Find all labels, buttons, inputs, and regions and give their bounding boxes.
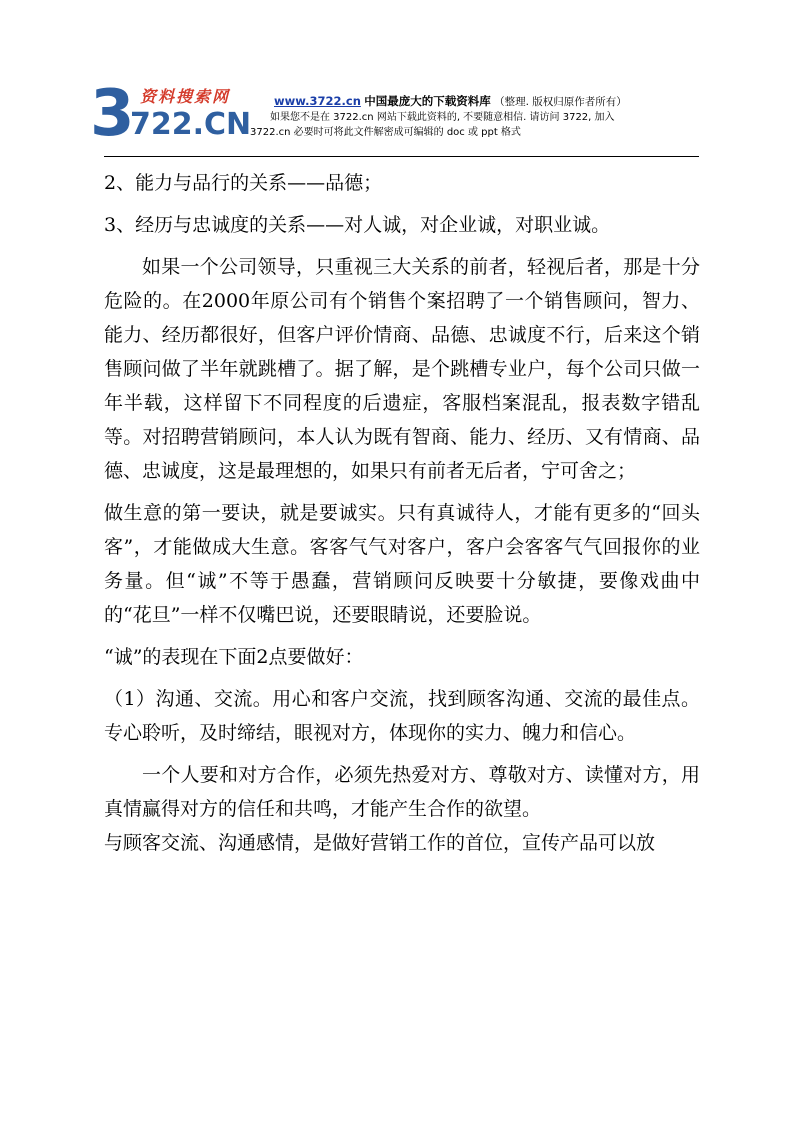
header-title-line — [250, 94, 700, 110]
paragraph-hiring-case: 如果一个公司领导，只重视三大关系的前者，轻视后者，那是十分危险的。在2000年原公司有个销售个案招聘了一个销售顾问，智力、能力、经历都很好，但客户评价情商、品德、忠诚度不行，后来这个销售顾问做了半年就跳槽了。据了解，是个跳槽专业户，每个公司只做一年半载，这样留下不同程度的后遗症，客服档案混乱，报表数字错乱等。对招聘营销顾问，本人认为既有智商、能力、经历、又有情商、品德、忠诚度，这是最理想的，如果只有前者无后者，宁可舍之； — [104, 256, 700, 482]
paragraph-honesty: 做生意的第一要诀，就是要诚实。只有真诚待人，才能有更多的“回头客”，才能做成大生意。客客气气对客户，客户会客客气气回报你的业务量。但“诚”不等于愚蠢，营销顾问反映要十分敏捷，要像戏曲中的“花旦”一样不仅嘴巴说，还要眼睛说，还要脸说。 — [104, 502, 700, 626]
header-notice-line: 如果您不是在 3722.cn 网站下载此资料的, 不要随意相信. 请访问 3722, 加入 — [270, 112, 615, 123]
paragraph-customer-exchange: 与顾客交流、沟通感情，是做好营销工作的首位，宣传产品可以放 — [104, 832, 656, 854]
site-logo — [90, 77, 255, 151]
paragraph-communication: （1）沟通、交流。用心和客户交流，找到顾客沟通、交流的最佳点。专心聆听，及时缔结，眼视对方，体现你的实力、魄力和信心。 — [104, 688, 700, 744]
header-format-line: 3722.cn 必要时可将此文件解密成可编辑的 doc 或 ppt 格式 — [250, 127, 521, 138]
paragraph-cooperation: 一个人要和对方合作，必须先热爱对方、尊敬对方、读懂对方，用真情赢得对方的信任和共鸣，才能产生合作的欲望。 — [104, 764, 700, 820]
paragraph-sincerity-points: “诚”的表现在下面2点要做好： — [104, 646, 364, 668]
document-body — [104, 166, 700, 860]
logo-number: 3 — [90, 77, 133, 151]
paragraph-ability-conduct: 2、能力与品行的关系——品德； — [104, 172, 383, 194]
paragraph-experience-loyalty: 3、经历与忠诚度的关系——对人诚，对企业诚，对职业诚。 — [104, 214, 611, 236]
logo-domain: 722.CN — [130, 107, 252, 142]
site-title: 中国最庞大的下载资料库 — [364, 94, 491, 108]
header-divider — [104, 156, 699, 157]
page-header — [250, 94, 700, 140]
site-link[interactable]: www.3722.cn — [274, 94, 361, 108]
site-note: （整理. 版权归原作者所有） — [494, 96, 627, 108]
logo-tagline: 资料搜索网 — [140, 87, 231, 106]
